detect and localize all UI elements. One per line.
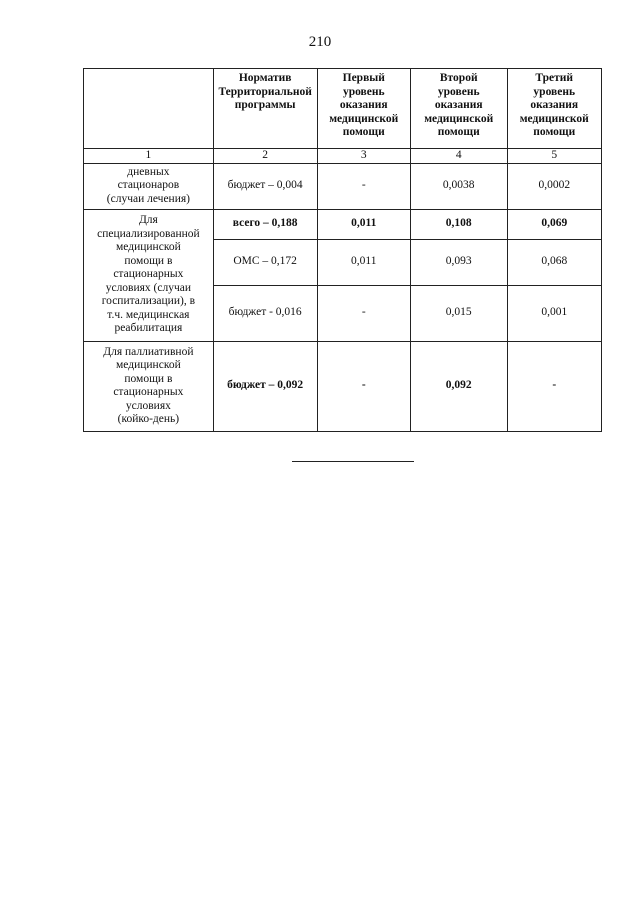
header-level-2: Второй уровень оказания медицинской помощи bbox=[410, 69, 507, 149]
cell-level-3: 0,0002 bbox=[507, 163, 602, 209]
cell-level-1: 0,011 bbox=[317, 239, 410, 285]
column-number: 1 bbox=[84, 149, 214, 164]
cell-norm-oms: ОМС – 0,172 bbox=[213, 239, 317, 285]
column-number: 5 bbox=[507, 149, 602, 164]
cell-level-1: - bbox=[317, 285, 410, 341]
page-number: 210 bbox=[308, 34, 332, 50]
cell-level-2: 0,108 bbox=[410, 209, 507, 239]
cell-level-3: - bbox=[507, 341, 602, 431]
cell-level-3: 0,068 bbox=[507, 239, 602, 285]
end-of-table-divider bbox=[292, 461, 414, 462]
cell-level-2: 0,015 bbox=[410, 285, 507, 341]
cell-norm: бюджет – 0,092 bbox=[213, 341, 317, 431]
header-level-1: Первый уровень оказания медицинской помощи bbox=[317, 69, 410, 149]
cell-level-2: 0,093 bbox=[410, 239, 507, 285]
cell-level-1: - bbox=[317, 341, 410, 431]
header-level-3: Третий уровень оказания медицинской помощи bbox=[507, 69, 602, 149]
column-number-row bbox=[84, 149, 602, 164]
cell-level-3: 0,069 bbox=[507, 209, 602, 239]
row-label-palliative: Для паллиативной медицинской помощи в стационарных условиях (койко-день) bbox=[84, 341, 214, 431]
column-number: 3 bbox=[317, 149, 410, 164]
cell-level-3: 0,001 bbox=[507, 285, 602, 341]
norms-table bbox=[83, 68, 602, 432]
header-row bbox=[84, 69, 602, 149]
row-palliative bbox=[84, 341, 602, 431]
cell-level-2: 0,092 bbox=[410, 341, 507, 431]
row-specialized-total bbox=[84, 209, 602, 239]
column-number: 2 bbox=[213, 149, 317, 164]
header-territorial-norm: Норматив Территориальной программы bbox=[213, 69, 317, 149]
row-day-hospital bbox=[84, 163, 602, 209]
header-cell-empty bbox=[84, 69, 214, 149]
cell-norm-budget: бюджет - 0,016 bbox=[213, 285, 317, 341]
cell-norm: бюджет – 0,004 bbox=[213, 163, 317, 209]
cell-level-2: 0,0038 bbox=[410, 163, 507, 209]
cell-level-1: - bbox=[317, 163, 410, 209]
column-number: 4 bbox=[410, 149, 507, 164]
cell-norm-total: всего – 0,188 bbox=[213, 209, 317, 239]
row-label-specialized: Для специализированной медицинской помощи в стационарных условиях (случаи госпитализации), в т.ч. медицинская реабилитация bbox=[84, 209, 214, 341]
row-label-day-hospital: дневных стационаров (случаи лечения) bbox=[84, 163, 214, 209]
cell-level-1: 0,011 bbox=[317, 209, 410, 239]
